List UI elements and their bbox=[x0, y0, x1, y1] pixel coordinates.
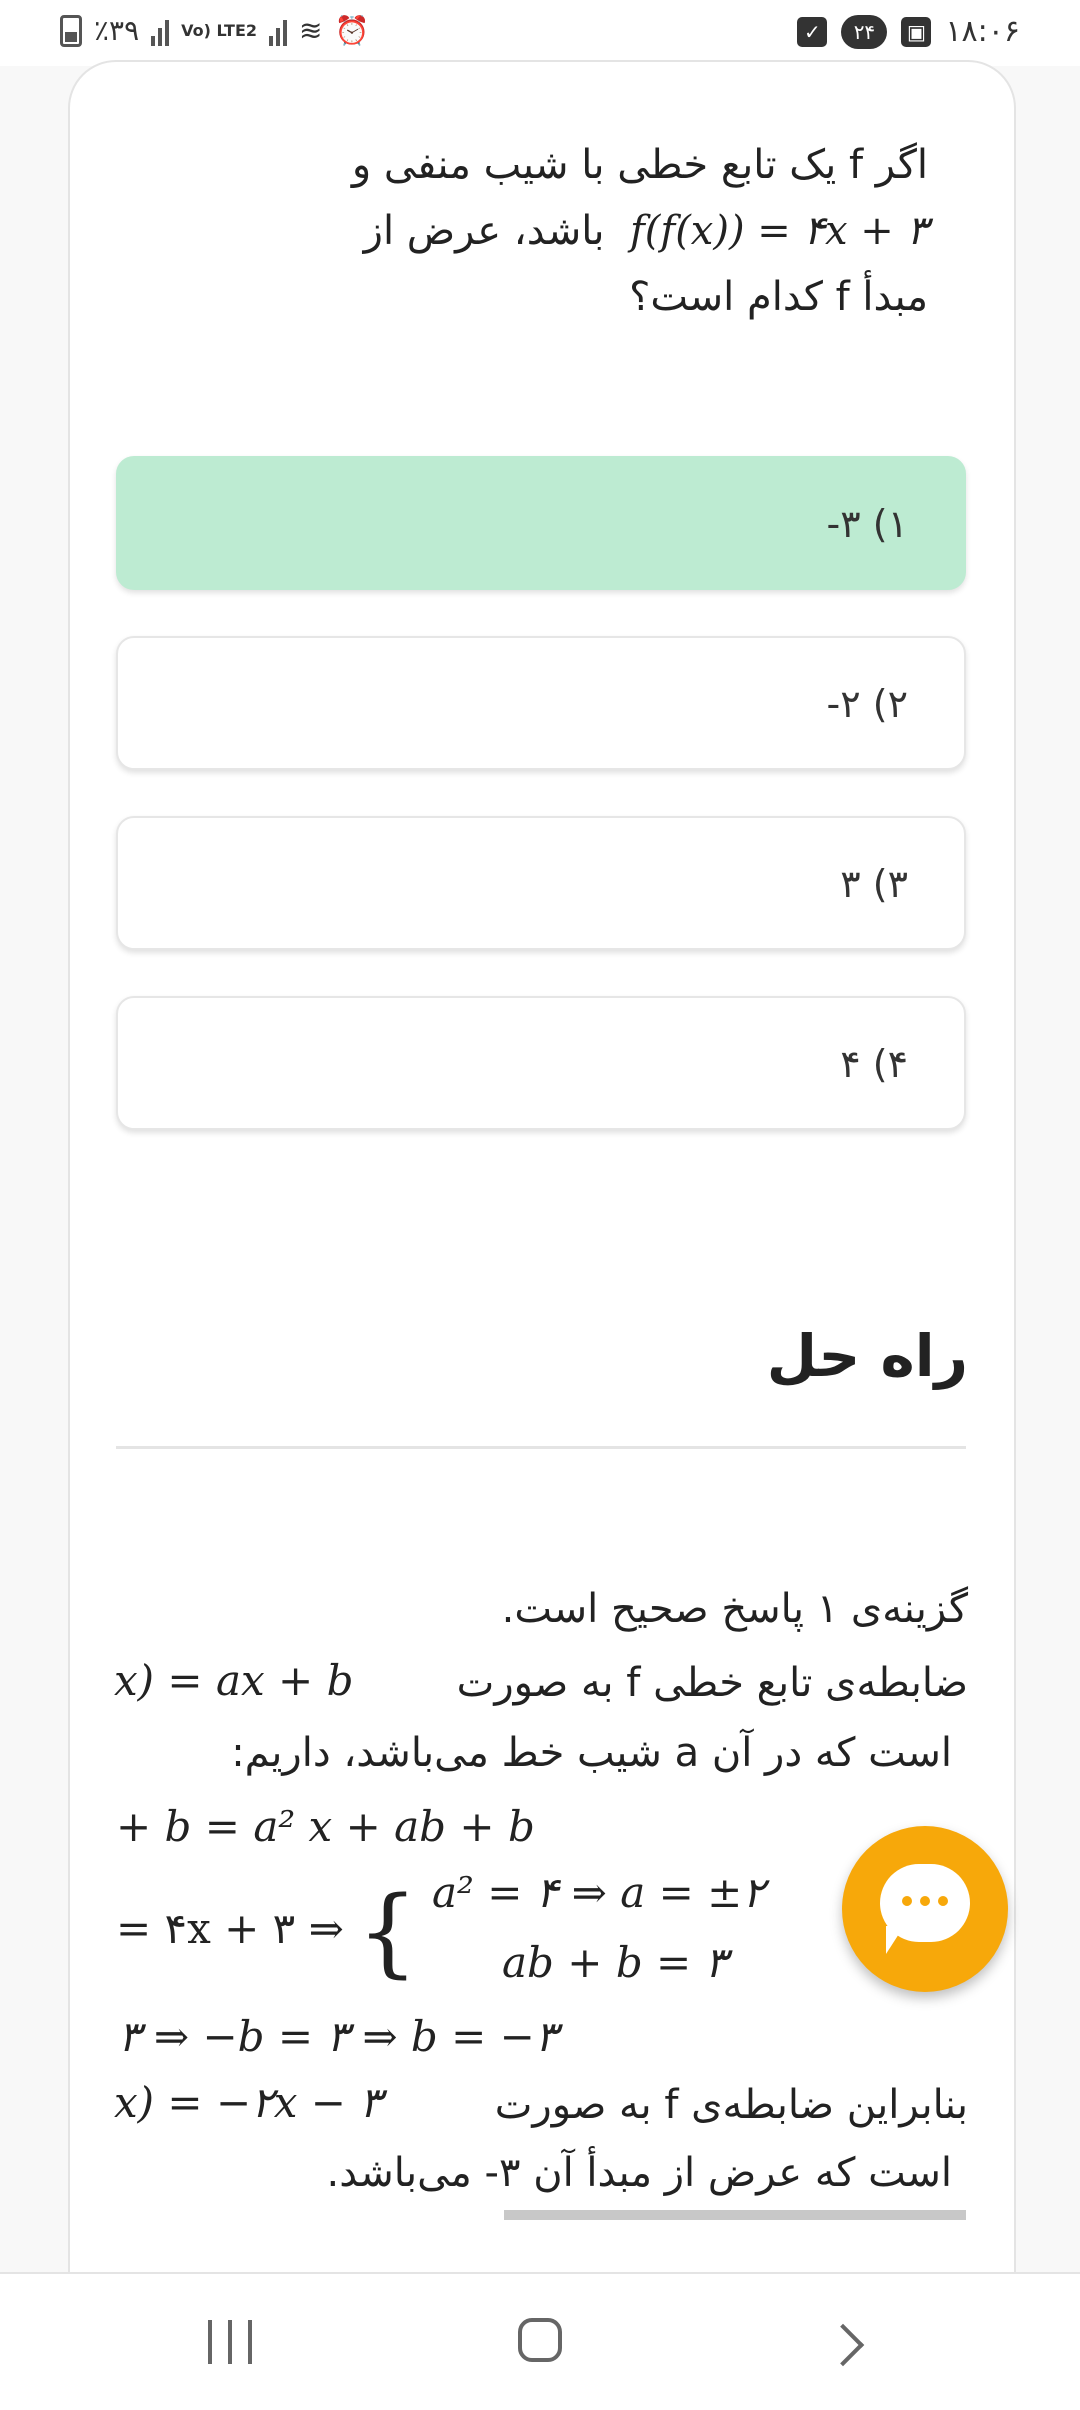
chat-button[interactable] bbox=[842, 1826, 1008, 1992]
solution-line-1: گزینه‌ی ۱ پاسخ صحیح است. bbox=[501, 1586, 968, 1632]
brace: { bbox=[357, 1876, 419, 1988]
check-icon: ✓ bbox=[797, 17, 827, 47]
solution-line-4-text: بنابراین ضابطه‌ی f به صورت bbox=[494, 2082, 968, 2128]
chat-dots-icon bbox=[902, 1896, 948, 1906]
solution-math-2 bbox=[116, 1876, 419, 1988]
option-2-label: ۲) ۲- bbox=[826, 682, 908, 726]
option-1-label: ۱) ۳- bbox=[826, 502, 908, 546]
solution-title: راه حل bbox=[766, 1322, 968, 1390]
option-3-label: ۳) ۳ bbox=[840, 862, 908, 906]
status-left-group bbox=[60, 14, 369, 47]
solution-math-3 bbox=[118, 2012, 557, 2061]
solution-line-4-math bbox=[114, 2078, 382, 2127]
home-button[interactable] bbox=[518, 2318, 562, 2362]
solution-math-2-case-1 bbox=[432, 1868, 765, 1917]
case-2-formula: ab + b = ۳ bbox=[502, 1938, 728, 1987]
scroll-indicator bbox=[504, 2210, 966, 2220]
gallery-icon: ▣ bbox=[901, 17, 931, 47]
solution-line-3: است که در آن a شیب خط می‌باشد، داریم: bbox=[231, 1730, 952, 1776]
option-4[interactable] bbox=[116, 996, 966, 1130]
option-3[interactable] bbox=[116, 816, 966, 950]
case-1-formula: a² = ۴ ⇒ a = ±۲ bbox=[432, 1868, 765, 1917]
solution-line-2-text: ضابطه‌ی تابع خطی f به صورت bbox=[456, 1660, 968, 1706]
back-button[interactable] bbox=[822, 2324, 864, 2366]
recents-button[interactable] bbox=[208, 2312, 252, 2372]
navigation-bar bbox=[0, 2272, 1080, 2410]
option-2[interactable] bbox=[116, 636, 966, 770]
question-formula: f(f(x)) = ۴x + ۳ bbox=[629, 208, 928, 254]
solution-line-4-formula: x) = −۲x − ۳ bbox=[114, 2078, 382, 2127]
status-bar bbox=[0, 0, 1080, 66]
solution-line-2-formula: x) = ax + b bbox=[114, 1656, 354, 1705]
question-line-2-text: باشد، عرض از bbox=[363, 208, 605, 254]
wifi-icon: ≋ bbox=[299, 14, 323, 47]
battery-percent: ٪۳۹ bbox=[94, 14, 140, 47]
solution-math-1 bbox=[116, 1802, 535, 1851]
network-label: Vo) LTE2 bbox=[181, 21, 258, 40]
notification-badge: ۲۴ bbox=[841, 15, 887, 49]
option-1[interactable] bbox=[116, 456, 966, 590]
question-line-2 bbox=[228, 198, 928, 264]
question-line-3: مبدأ f کدام است؟ bbox=[629, 274, 928, 320]
solution-line-2-math bbox=[114, 1656, 353, 1705]
option-4-label: ۴) ۴ bbox=[840, 1042, 908, 1086]
battery-icon bbox=[60, 15, 82, 47]
solution-math-1-formula: + b = a² x + ab + b bbox=[116, 1802, 535, 1851]
alarm-icon: ⏰ bbox=[334, 14, 370, 47]
status-right-group bbox=[797, 14, 1020, 49]
divider bbox=[116, 1446, 966, 1449]
solution-line-5: است که عرض از مبدأ آن ۳- می‌باشد. bbox=[326, 2150, 952, 2196]
clock: ۱۸:۰۶ bbox=[945, 14, 1020, 49]
question-text bbox=[228, 132, 928, 330]
solution-math-2-case-2 bbox=[502, 1938, 727, 1987]
solution-math-2-left: = ۴x + ۳ ⇒ bbox=[116, 1904, 344, 1953]
chat-bubble-tail bbox=[886, 1926, 904, 1954]
signal-icon-2 bbox=[269, 16, 287, 46]
solution-math-3-formula: ۳ ⇒ −b = ۳ ⇒ b = −۳ bbox=[118, 2012, 558, 2061]
question-line-1: اگر f یک تابع خطی با شیب منفی و bbox=[351, 142, 928, 188]
signal-icon bbox=[151, 16, 169, 46]
